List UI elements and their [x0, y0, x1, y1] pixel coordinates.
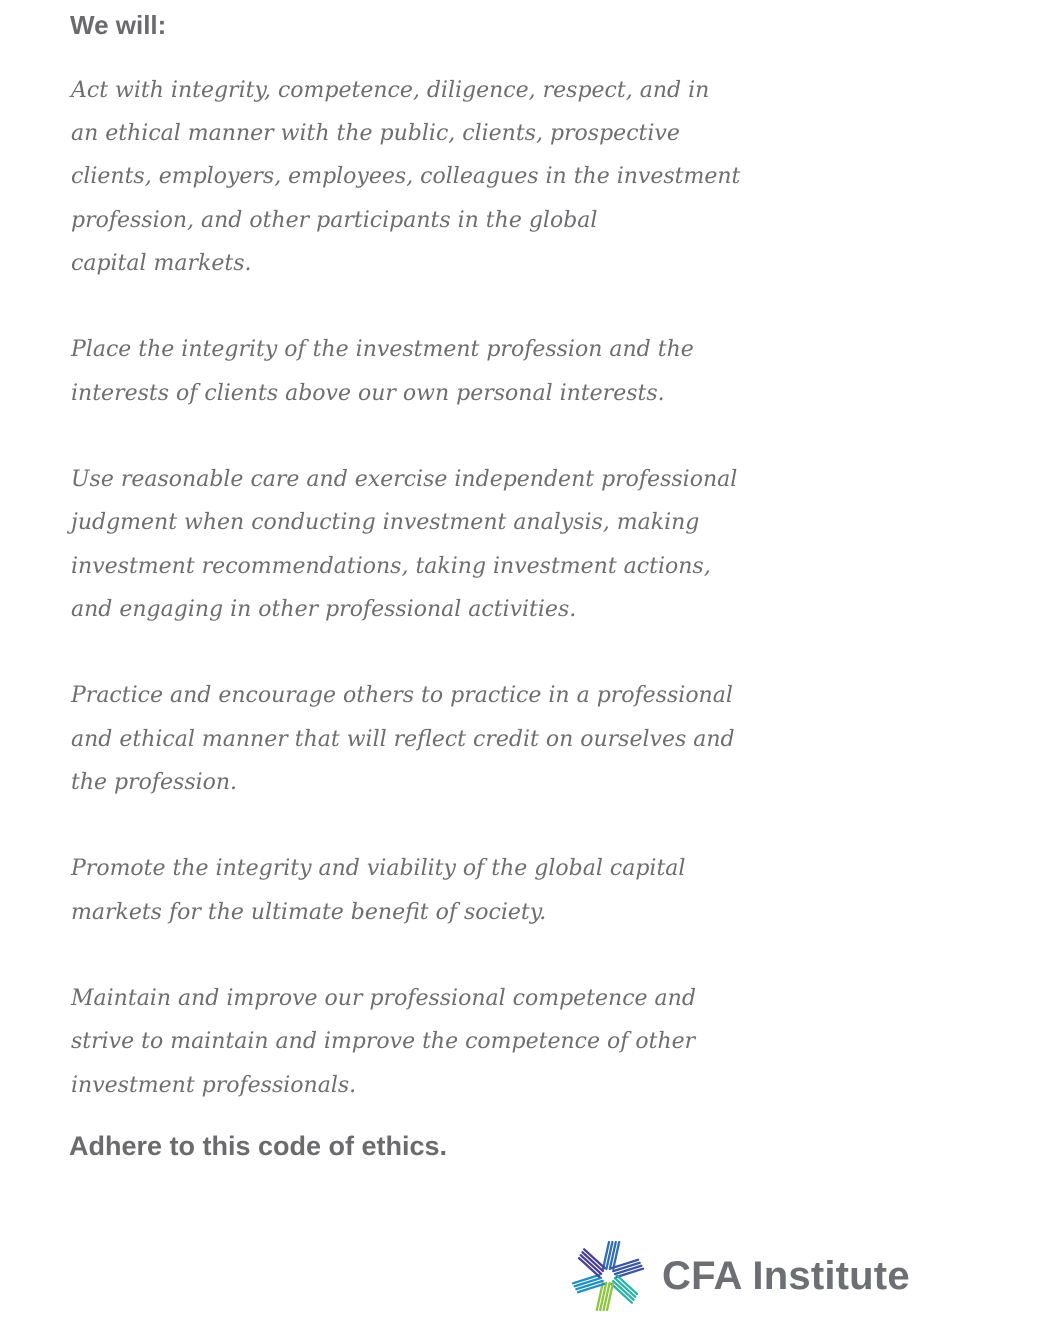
- closing-statement: Adhere to this code of ethics.: [69, 1131, 448, 1161]
- ethics-item: [71, 458, 751, 631]
- ethics-item-line: markets for the ultimate benefit of society.: [71, 899, 547, 925]
- logo-blade: [576, 1249, 607, 1277]
- ethics-item: [71, 977, 751, 1107]
- ethics-item-line: Place the integrity of the investment profession and the: [71, 337, 694, 363]
- ethics-item-line: Maintain and improve our professional competence and: [71, 986, 696, 1012]
- ethics-items-list: [71, 69, 751, 1150]
- ethics-item-line: Use reasonable care and exercise independent professional: [71, 467, 738, 493]
- ethics-item-line: Practice and encourage others to practice in a professional: [71, 683, 733, 709]
- cfa-pinwheel-icon: [570, 1238, 646, 1314]
- ethics-item-line: investment professionals.: [71, 1072, 357, 1098]
- ethics-item-line: Act with integrity, competence, diligence, respect, and in: [71, 78, 710, 103]
- ethics-item: [71, 847, 751, 933]
- ethics-item-line: and engaging in other professional activities.: [71, 596, 577, 622]
- ethics-item-line: judgment when conducting investment analysis, making: [71, 510, 700, 536]
- ethics-item: [71, 328, 751, 414]
- cfa-institute-logo: [570, 1238, 910, 1314]
- logo-text: CFA Institute: [662, 1253, 910, 1298]
- logo-blade: [603, 1242, 619, 1269]
- ethics-item-line: an ethical manner with the public, clients, prospective: [71, 121, 680, 147]
- logo-blade: [608, 1275, 639, 1303]
- ethics-item-line: interests of clients above our own personal interests.: [71, 380, 665, 406]
- ethics-item-line: the profession.: [71, 769, 238, 795]
- ethics-item-line: investment recommendations, taking investment actions,: [71, 553, 711, 579]
- ethics-item-line: clients, employers, employees, colleagues in the investment: [71, 164, 741, 190]
- page-heading: We will:: [70, 10, 167, 40]
- ethics-item: [71, 69, 751, 285]
- ethics-item-line: Promote the integrity and viability of the global capital: [71, 856, 686, 882]
- ethics-item-line: profession, and other participants in the global: [71, 207, 598, 233]
- ethics-item-line: and ethical manner that will reflect credit on ourselves and: [71, 726, 735, 752]
- ethics-item-line: capital markets.: [71, 250, 252, 276]
- ethics-item-line: strive to maintain and improve the competence of other: [71, 1029, 696, 1055]
- ethics-item: [71, 674, 751, 804]
- logo-blade: [597, 1283, 613, 1310]
